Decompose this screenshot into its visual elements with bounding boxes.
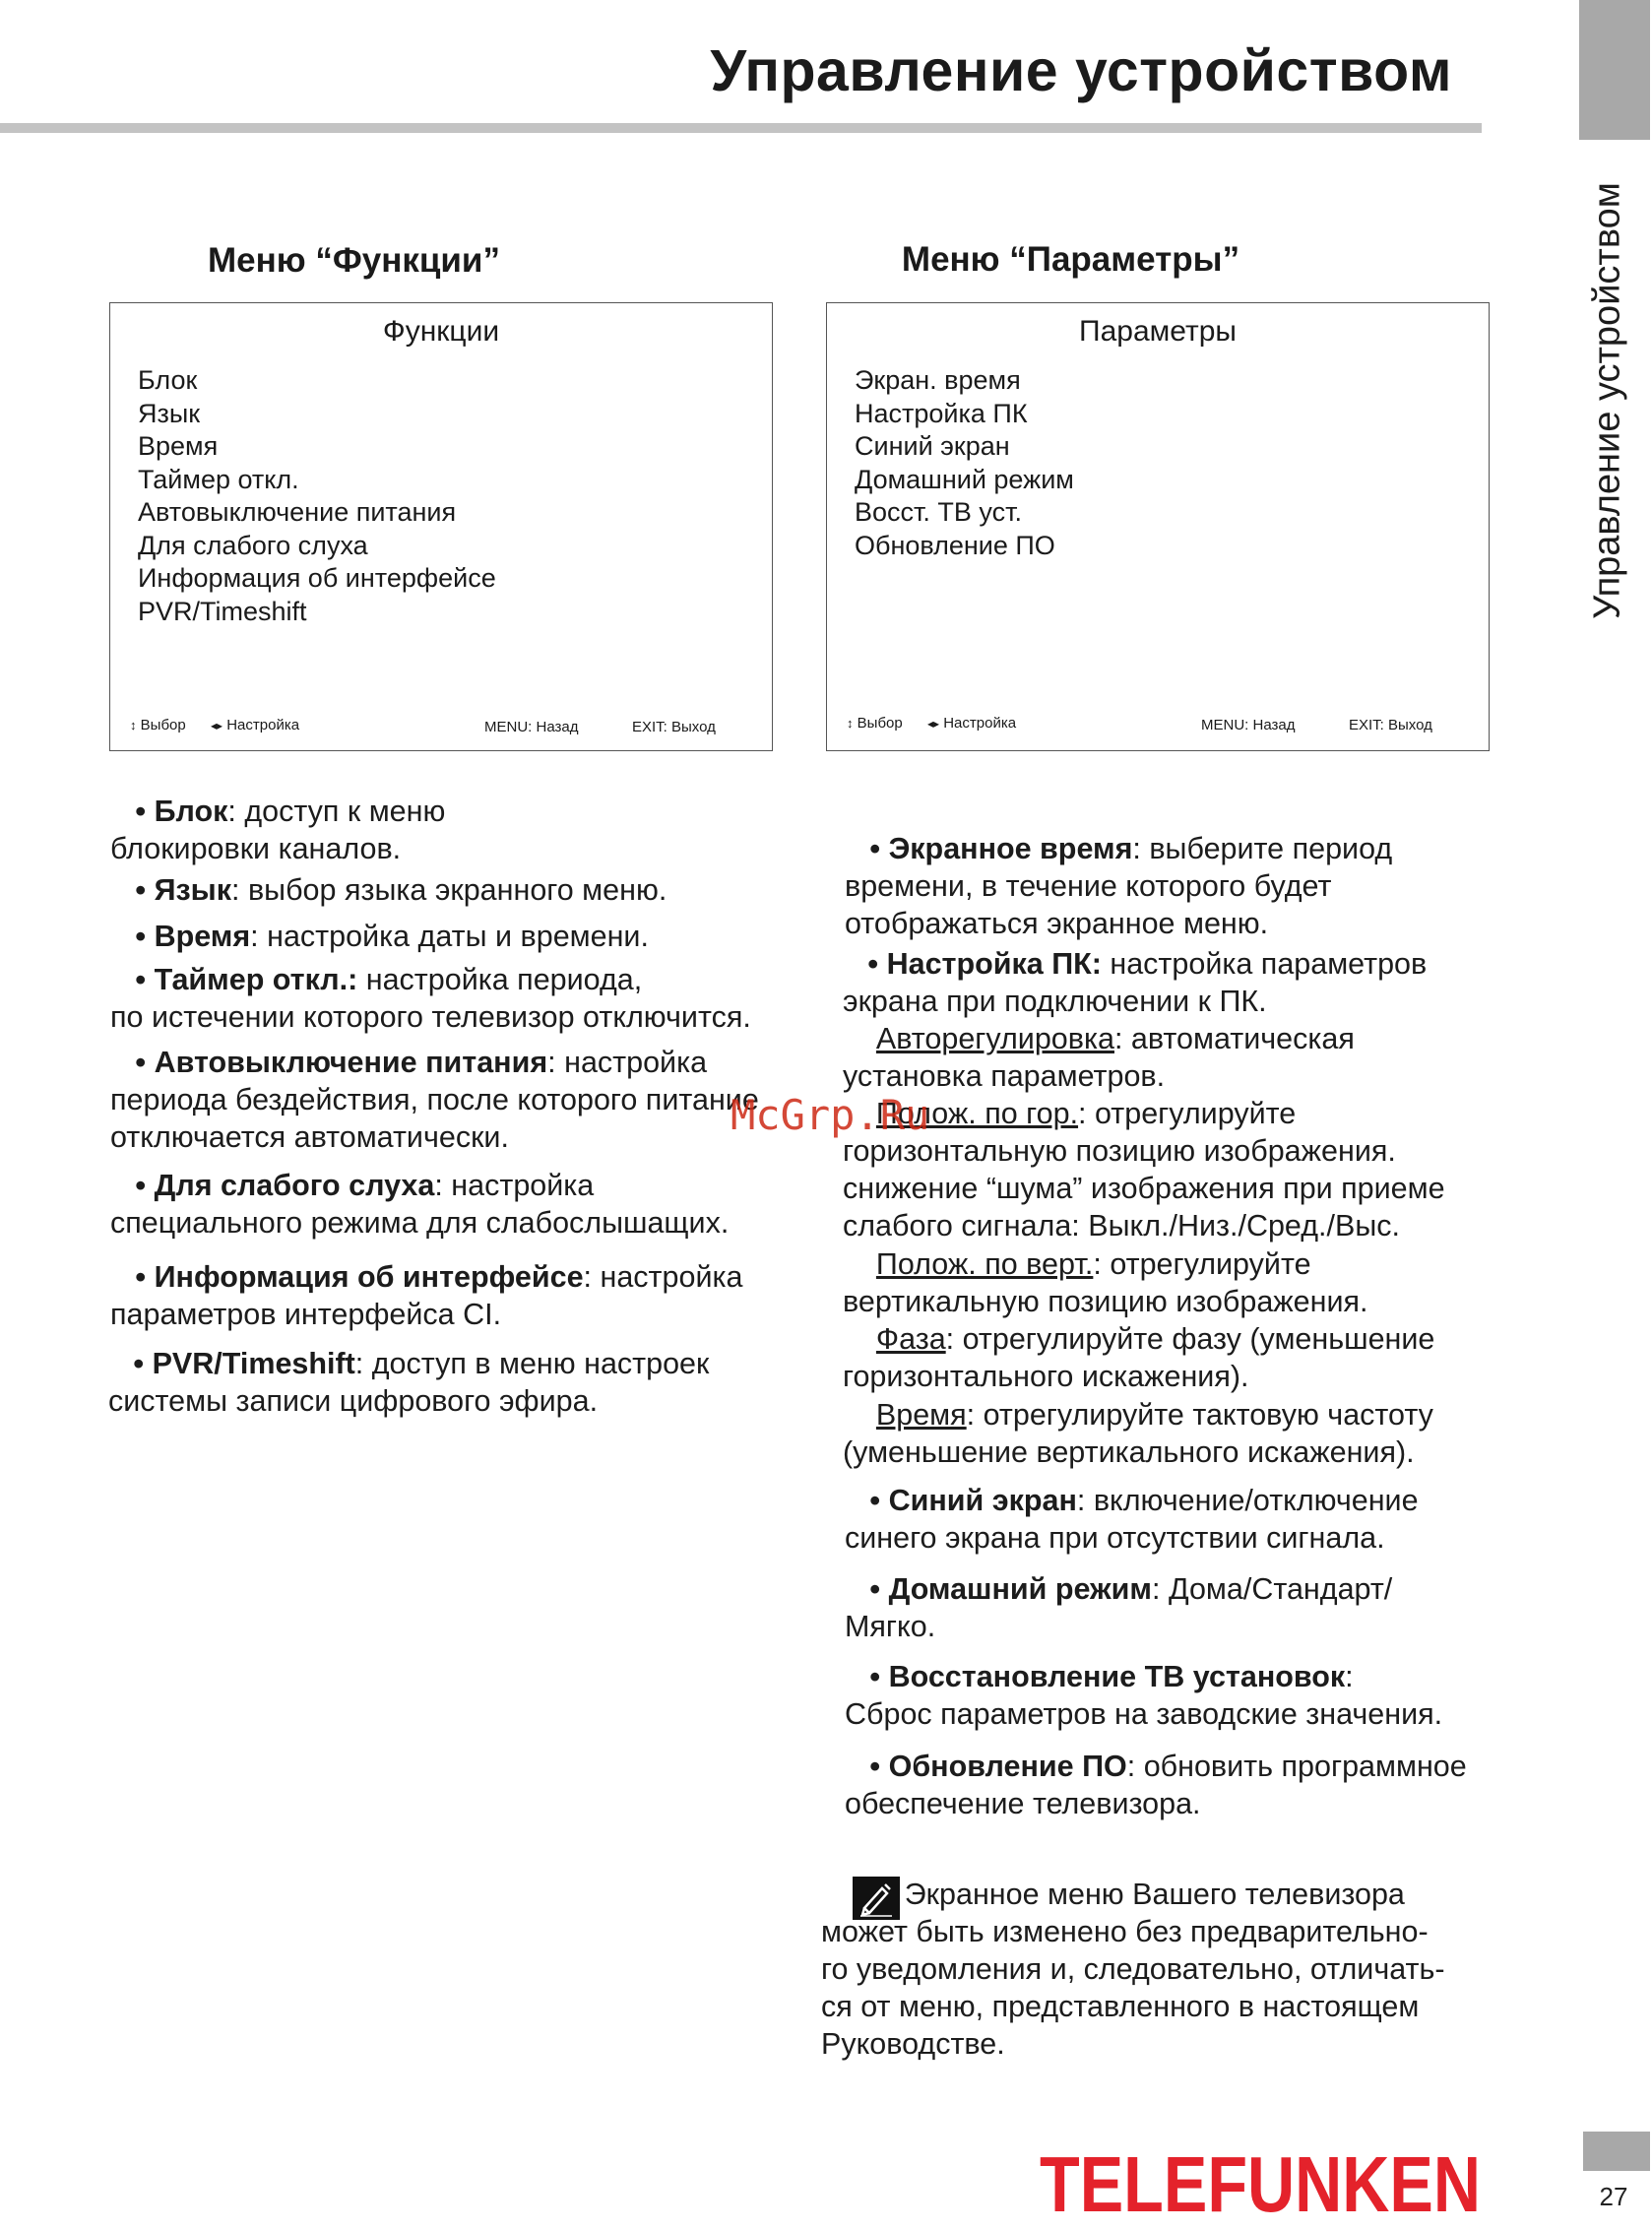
title-divider	[0, 123, 1482, 133]
updown-arrow-icon: ↕	[130, 718, 137, 733]
desc-clock: Время: отрегулируйте тактовую частоту (уменьшение вертикального искажения).	[843, 1398, 1433, 1469]
functions-menu-box	[109, 302, 773, 751]
footer-adjust: ◂▸ Настройка	[211, 717, 300, 733]
desc-blue-screen: • Синий экран: включение/отключение синего экрана при отсутствии сигнала.	[845, 1484, 1419, 1555]
functions-menu-heading: Меню “Функции”	[208, 241, 500, 280]
desc-v-position: Полож. по верт.: отрегулируйте вертикальную позицию изображения.	[843, 1247, 1368, 1318]
desc-osd-time: • Экранное время: выберите период времени, в течение которого будет отображаться экранное меню.	[845, 832, 1393, 940]
telefunken-logo	[1034, 2140, 1487, 2228]
menu-item: Домашний режим	[855, 464, 1074, 494]
footer-menu-back: MENU: Назад	[484, 719, 579, 735]
footer-select: ↕ Выбор	[130, 717, 186, 733]
desc-auto-adjust: Авторегулировка: автоматическая установка параметров.	[843, 1022, 1355, 1093]
functions-box-title: Функции	[382, 315, 500, 348]
footer-adjust: ◂▸ Настройка	[927, 715, 1017, 732]
leftright-arrow-icon: ◂▸	[927, 717, 940, 731]
menu-item: PVR/Timeshift	[138, 596, 307, 626]
menu-item: Информация об интерфейсе	[138, 563, 496, 593]
footer-menu-back: MENU: Назад	[1201, 717, 1296, 733]
page-number: 27	[1599, 2182, 1628, 2211]
note-text: Экранное меню Вашего телевизора может быть изменено без предварительно- го уведомления и, следовательно, отличать- ся от меню, представленного в настоящем Руководстве.	[821, 1878, 1445, 2061]
footer-exit: EXIT: Выход	[1349, 717, 1432, 733]
footer-exit: EXIT: Выход	[632, 719, 716, 735]
menu-item: Язык	[138, 398, 201, 428]
desc-language: • Язык: выбор языка экранного меню.	[135, 873, 667, 907]
menu-item: Обновление ПО	[855, 530, 1055, 560]
watermark: McGrp.Ru	[731, 1091, 930, 1139]
desc-interface: • Информация об интерфейсе: настройка параметров интерфейса CI.	[110, 1260, 743, 1331]
page-title: Управление устройством	[710, 38, 1452, 103]
page-tab	[1583, 2132, 1650, 2171]
desc-h-position: Полож. по гор.: отрегулируйте горизонтальную позицию изображения. снижение “шума” изображения при приеме слабого сигнала: Выкл./Низ./Сред./Выс.	[843, 1097, 1445, 1242]
desc-reset: • Восстановление ТВ установок: Сброс параметров на заводские значения.	[845, 1660, 1443, 1731]
section-tab	[1579, 0, 1650, 140]
desc-phase: Фаза: отрегулируйте фазу (уменьшение горизонтального искажения).	[843, 1322, 1435, 1393]
updown-arrow-icon: ↕	[847, 716, 854, 731]
menu-item: Восст. ТВ уст.	[855, 497, 1022, 527]
desc-pc-setup: • Настройка ПК: настройка параметров экрана при подключении к ПК.	[843, 947, 1428, 1018]
menu-item: Синий экран	[855, 431, 1010, 461]
menu-item: Настройка ПК	[855, 398, 1028, 428]
desc-hearing: • Для слабого слуха: настройка специального режима для слабослышащих.	[110, 1169, 730, 1240]
desc-time: • Время: настройка даты и времени.	[135, 920, 649, 953]
parameters-box-title: Параметры	[1079, 315, 1237, 348]
parameters-menu-heading: Меню “Параметры”	[901, 240, 1240, 279]
desc-pvr: • PVR/Timeshift: доступ в меню настроек системы записи цифрового эфира.	[108, 1347, 710, 1418]
menu-item: Время	[138, 431, 219, 461]
menu-item: Блок	[138, 365, 198, 395]
footer-select: ↕ Выбор	[847, 715, 903, 732]
side-section-label: Управление устройством	[1586, 182, 1628, 619]
desc-timer: • Таймер откл.: настройка периода, по истечении которого телевизор отключится.	[110, 963, 751, 1034]
desc-home-mode: • Домашний режим: Дома/Стандарт/ Мягко.	[845, 1572, 1393, 1643]
svg-text:TELEFUNKEN: TELEFUNKEN	[1040, 2140, 1481, 2228]
parameters-menu-list	[855, 364, 1074, 562]
menu-item: Для слабого слуха	[138, 530, 368, 560]
desc-auto-off: • Автовыключение питания: настройка периода бездействия, после которого питание отключается автоматически.	[110, 1046, 759, 1154]
menu-item: Таймер откл.	[138, 464, 299, 494]
menu-item: Автовыключение питания	[138, 497, 457, 527]
parameters-menu-box	[826, 302, 1490, 751]
desc-update: • Обновление ПО: обновить программное обеспечение телевизора.	[845, 1750, 1467, 1820]
desc-blok: • Блок: доступ к меню блокировки каналов.	[110, 795, 446, 865]
functions-menu-list	[138, 364, 496, 628]
menu-item: Экран. время	[855, 365, 1021, 395]
leftright-arrow-icon: ◂▸	[211, 719, 223, 733]
